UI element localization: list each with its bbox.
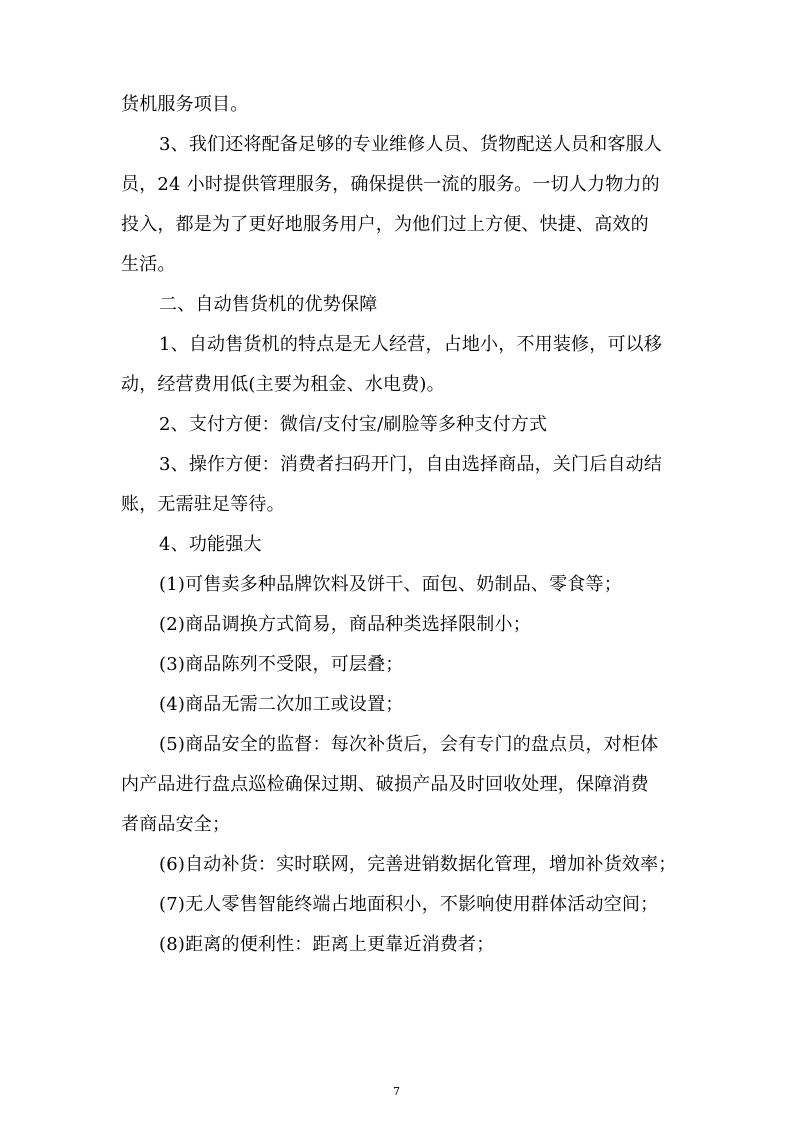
list-item-4: 4、功能强大 bbox=[159, 534, 262, 555]
paragraph-item-3-start: 3、我们还将配备足够的专业维修人员、货物配送人员和客服人 bbox=[159, 134, 663, 155]
sub-item-2: (2)商品调换方式简易，商品种类选择限制小； bbox=[159, 614, 531, 635]
list-item-3-start: 3、操作方便：消费者扫码开门，自由选择商品，关门后自动结 bbox=[159, 454, 663, 475]
section-heading: 二、自动售货机的优势保障 bbox=[159, 294, 378, 315]
list-item-2: 2、支付方便：微信/支付宝/刷脸等多种支付方式 bbox=[159, 414, 548, 435]
page-body bbox=[121, 85, 677, 965]
text-line: 生活。 bbox=[121, 254, 176, 275]
sub-item-6: (6)自动补货：实时联网，完善进销数据化管理，增加补货效率； bbox=[159, 854, 677, 875]
list-item-1-start: 1、自动售货机的特点是无人经营，占地小，不用装修，可以移 bbox=[159, 334, 663, 355]
page-number: 7 bbox=[393, 1085, 400, 1098]
sub-item-4: (4)商品无需二次加工或设置； bbox=[159, 694, 404, 715]
text-line: 动，经营费用低(主要为租金、水电费)。 bbox=[121, 374, 445, 395]
text-line: 账，无需驻足等待。 bbox=[121, 494, 285, 515]
sub-item-7: (7)无人零售智能终端占地面积小，不影响使用群体活动空间； bbox=[159, 894, 659, 915]
text-line: 员，24 小时提供管理服务，确保提供一流的服务。一切人力物力的 bbox=[121, 174, 660, 195]
text-line: 内产品进行盘点巡检确保过期、破损产品及时回收处理，保障消费 bbox=[121, 774, 649, 795]
sub-item-5-start: (5)商品安全的监督：每次补货后，会有专门的盘点员，对柜体 bbox=[159, 734, 659, 755]
sub-item-1: (1)可售卖多种品牌饮料及饼干、面包、奶制品、零食等； bbox=[159, 574, 622, 595]
sub-item-8: (8)距离的便利性：距离上更靠近消费者； bbox=[159, 934, 495, 955]
text-line: 货机服务项目。 bbox=[121, 94, 249, 115]
sub-item-3: (3)商品陈列不受限，可层叠； bbox=[159, 654, 404, 675]
text-line: 投入，都是为了更好地服务用户，为他们过上方便、快捷、高效的 bbox=[121, 214, 649, 235]
text-line: 者商品安全； bbox=[121, 814, 231, 835]
